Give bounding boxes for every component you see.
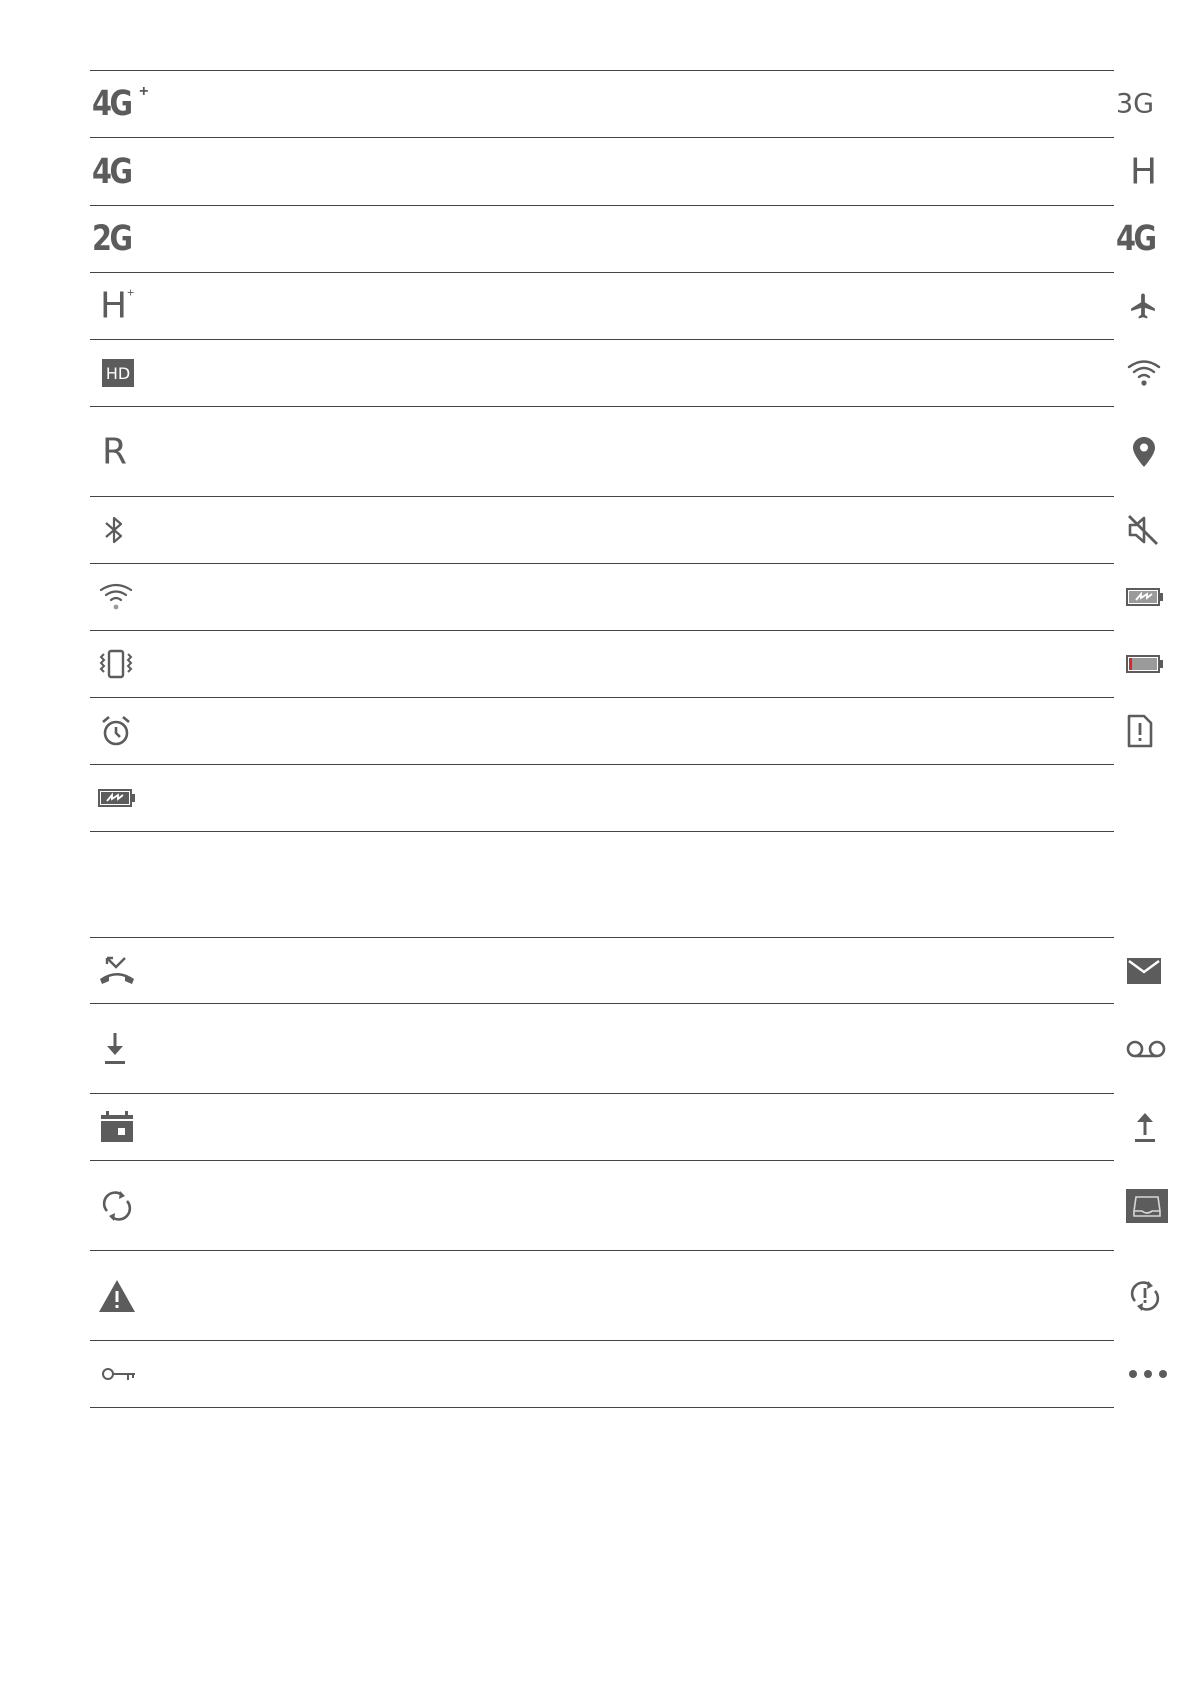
warning-icon [98, 1279, 136, 1313]
battery-charging-icon [1126, 588, 1164, 606]
table-cell [90, 340, 602, 406]
network-h-plus-icon: H + [100, 285, 135, 327]
table-cell [602, 273, 1114, 339]
table-cell [602, 206, 1155, 272]
network-4g-icon [92, 152, 139, 192]
table-cell [602, 698, 1114, 764]
download-icon [104, 1033, 126, 1065]
table-cell [90, 631, 602, 697]
table-cell [602, 1251, 1114, 1340]
network-3g-icon [1116, 89, 1154, 120]
alarm-icon [100, 715, 132, 747]
battery-low-icon [1126, 655, 1164, 673]
roaming-icon [102, 431, 127, 472]
table-row [90, 631, 1114, 698]
hd-label: HD [105, 363, 131, 383]
table-row [90, 138, 1158, 206]
table-row [90, 206, 1155, 273]
table-cell [602, 1094, 1114, 1160]
table-row [90, 407, 1114, 497]
no-sim-icon [1127, 714, 1153, 748]
status-icons-table [90, 70, 1158, 832]
network-label: H [100, 285, 128, 327]
table-cell [602, 1161, 1114, 1250]
table-cell [90, 138, 602, 205]
network-label: 4G [92, 84, 131, 124]
sync-icon [100, 1189, 134, 1223]
notification-icons-table [90, 937, 1114, 1408]
storage-full-icon [1126, 1189, 1168, 1223]
table-row [90, 71, 1155, 138]
network-label: H [1130, 151, 1158, 192]
vibration-icon [98, 649, 134, 679]
table-row [90, 1094, 1114, 1161]
network-label: 3G [1116, 88, 1155, 120]
voicemail-icon [1126, 1039, 1166, 1059]
table-cell [90, 1341, 602, 1407]
table-row [90, 273, 1114, 340]
table-row [90, 497, 1114, 564]
upload-icon [1134, 1111, 1156, 1143]
table-cell [90, 1251, 602, 1340]
table-cell [90, 1161, 602, 1250]
table-row [90, 1004, 1114, 1094]
location-pin-icon [1133, 437, 1155, 467]
table-cell [90, 71, 602, 137]
table-row [90, 938, 1114, 1004]
table-cell [602, 407, 1114, 496]
table-cell [602, 938, 1114, 1003]
table-cell [90, 206, 602, 272]
table-cell [90, 497, 602, 563]
missed-call-icon [98, 955, 136, 987]
wifi-connected-icon [98, 583, 134, 611]
table-row [90, 340, 1114, 407]
network-4g-plus-icon: 4G + [92, 83, 149, 124]
airplane-mode-icon [1128, 290, 1158, 322]
table-cell [90, 938, 602, 1003]
table-cell [90, 765, 602, 831]
table-cell [602, 765, 1114, 831]
roaming-label: R [102, 431, 128, 472]
vpn-key-icon [102, 1366, 136, 1382]
table-cell [602, 497, 1114, 563]
table-cell [602, 1004, 1114, 1093]
network-label: 4G [1116, 219, 1155, 259]
table-cell [602, 340, 1114, 406]
wifi-icon [1126, 359, 1162, 387]
table-cell [602, 71, 1155, 137]
table-row [90, 1251, 1114, 1341]
network-label: 4G [92, 151, 131, 192]
table-cell [90, 564, 602, 630]
new-email-icon [1126, 957, 1162, 985]
network-h-icon [1130, 151, 1157, 192]
calendar-event-icon [100, 1111, 134, 1143]
network-4g-alt-icon [1116, 219, 1163, 259]
more-notifications-icon [1128, 1369, 1168, 1379]
table-cell [602, 564, 1114, 630]
table-cell [90, 407, 602, 496]
battery-full-charging-icon [98, 789, 136, 807]
table-row [90, 765, 1114, 832]
table-cell [90, 1004, 602, 1093]
table-cell [602, 138, 1158, 205]
sync-failed-icon [1128, 1279, 1162, 1313]
table-cell [90, 273, 602, 339]
table-row [90, 564, 1114, 631]
table-row [90, 1341, 1114, 1408]
network-2g-icon [92, 219, 139, 259]
bluetooth-icon [104, 514, 124, 546]
table-row [90, 1161, 1114, 1251]
table-cell [90, 698, 602, 764]
volte-hd-icon [102, 359, 134, 387]
table-cell [602, 1341, 1114, 1407]
silent-mode-icon [1126, 513, 1160, 547]
table-cell [602, 631, 1114, 697]
network-label: 2G [92, 219, 131, 259]
table-cell [90, 1094, 602, 1160]
table-row [90, 698, 1114, 765]
